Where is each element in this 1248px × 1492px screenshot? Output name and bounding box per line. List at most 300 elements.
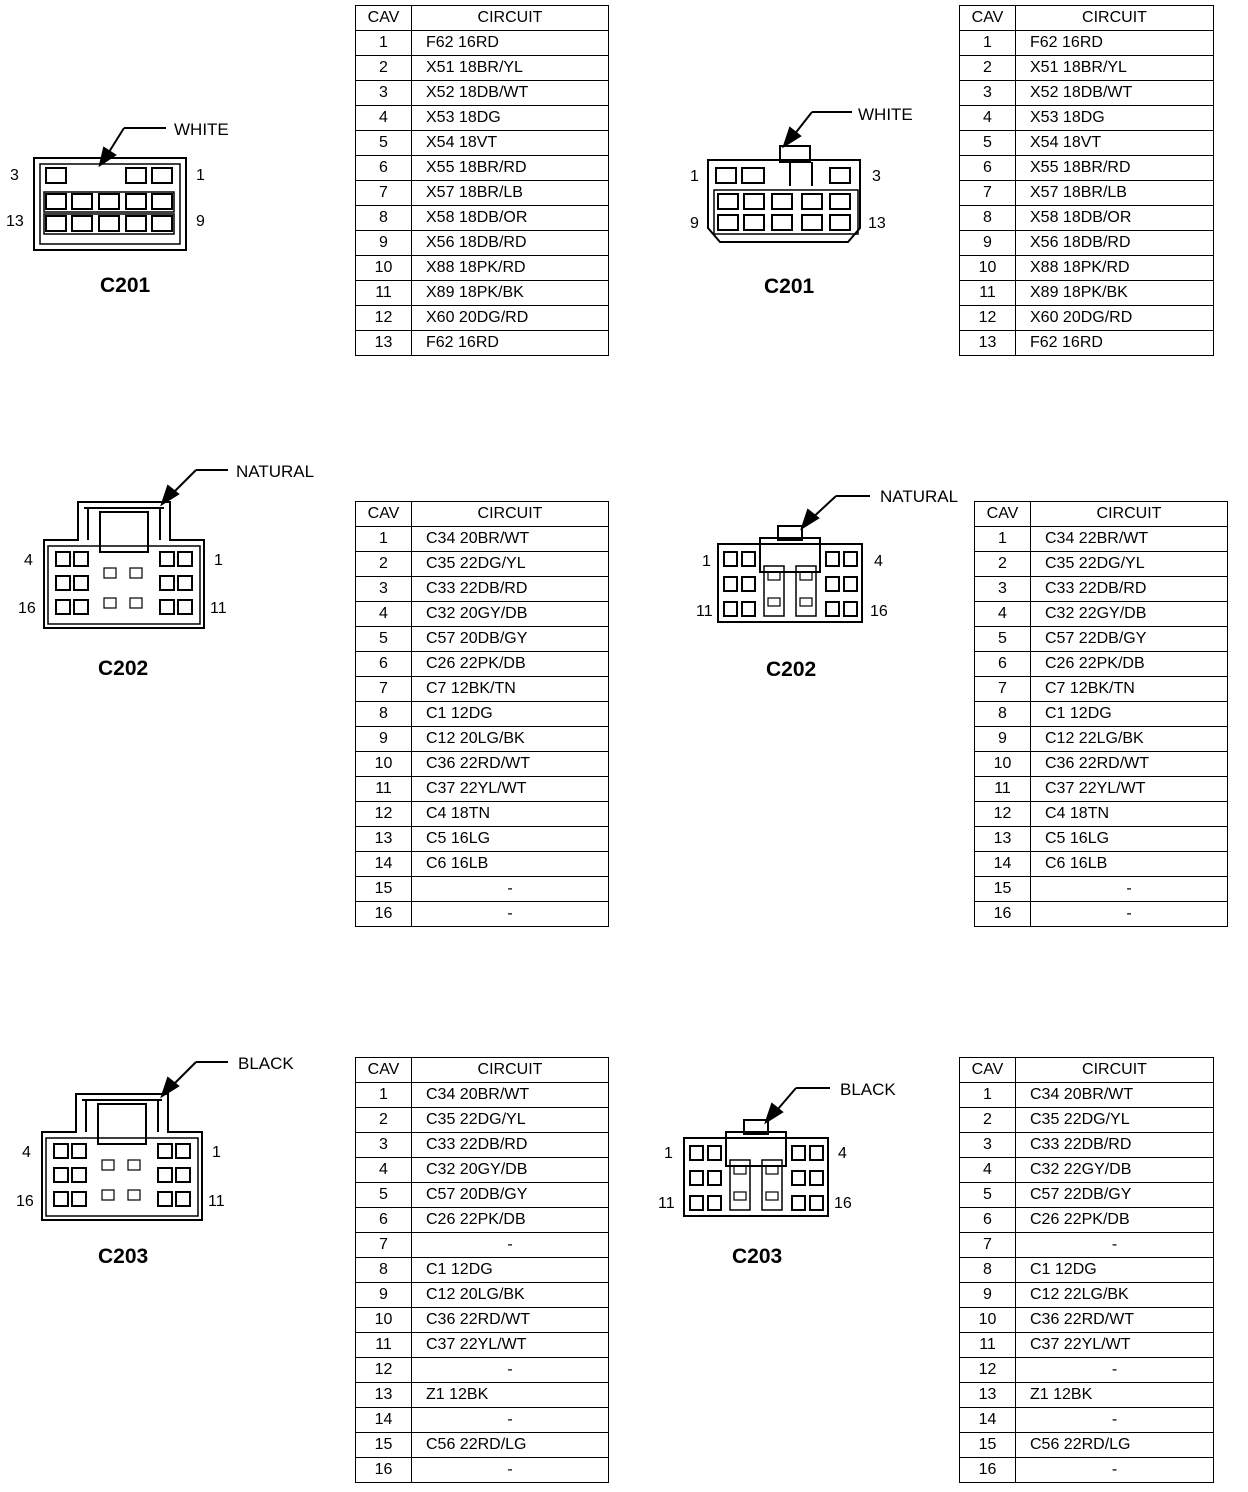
pin-table-c203-right	[959, 1057, 1214, 1483]
circuit-cell: -	[412, 1408, 609, 1433]
connector-name: C203	[98, 1245, 149, 1268]
circuit-cell: C36 22RD/WT	[1016, 1308, 1214, 1333]
circuit-header: CIRCUIT	[412, 1058, 609, 1083]
cav-cell: 8	[975, 702, 1031, 727]
connector-name: C202	[98, 657, 149, 680]
circuit-cell: X51 18BR/YL	[412, 56, 609, 81]
table-row	[356, 627, 609, 652]
connector-name: C201	[764, 275, 815, 298]
cav-cell: 11	[960, 1333, 1016, 1358]
table-row	[960, 1233, 1214, 1258]
cav-cell: 11	[975, 777, 1031, 802]
circuit-cell: C32 20GY/DB	[412, 602, 609, 627]
cav-cell: 3	[960, 1133, 1016, 1158]
connector-name: C203	[732, 1245, 783, 1268]
circuit-cell: C37 22YL/WT	[412, 777, 609, 802]
circuit-cell: X88 18PK/RD	[1016, 256, 1214, 281]
circuit-cell: C32 22GY/DB	[1031, 602, 1228, 627]
circuit-cell: Z1 12BK	[1016, 1383, 1214, 1408]
table-row	[356, 1258, 609, 1283]
table-row	[975, 702, 1228, 727]
cav-cell: 16	[960, 1458, 1016, 1483]
cav-cell: 6	[356, 1208, 412, 1233]
circuit-cell: C32 20GY/DB	[412, 1158, 609, 1183]
circuit-cell: X54 18VT	[412, 131, 609, 156]
circuit-cell: C1 12DG	[1031, 702, 1228, 727]
table-row	[356, 1283, 609, 1308]
circuit-cell: C37 22YL/WT	[1016, 1333, 1214, 1358]
circuit-cell: -	[1016, 1358, 1214, 1383]
table-row	[356, 206, 609, 231]
circuit-cell: C36 22RD/WT	[412, 1308, 609, 1333]
circuit-cell: X88 18PK/RD	[412, 256, 609, 281]
cav-cell: 2	[356, 56, 412, 81]
circuit-cell: C4 18TN	[412, 802, 609, 827]
table-row	[960, 106, 1214, 131]
cav-cell: 4	[356, 602, 412, 627]
cav-cell: 8	[356, 206, 412, 231]
circuit-cell: X60 20DG/RD	[1016, 306, 1214, 331]
cav-cell: 7	[356, 181, 412, 206]
table-row	[975, 652, 1228, 677]
circuit-cell: C5 16LG	[1031, 827, 1228, 852]
circuit-cell: X53 18DG	[1016, 106, 1214, 131]
table-row	[960, 331, 1214, 356]
table-row	[960, 231, 1214, 256]
table-row	[960, 1308, 1214, 1333]
circuit-cell: C12 22LG/BK	[1031, 727, 1228, 752]
cav-cell: 10	[975, 752, 1031, 777]
table-row	[356, 1433, 609, 1458]
table-row	[975, 677, 1228, 702]
table-row	[960, 1383, 1214, 1408]
table-row	[356, 81, 609, 106]
circuit-cell: C35 22DG/YL	[1016, 1108, 1214, 1133]
table-row	[356, 1133, 609, 1158]
circuit-cell: X51 18BR/YL	[1016, 56, 1214, 81]
cav-cell: 10	[960, 1308, 1016, 1333]
table-header-row	[960, 6, 1214, 31]
pin-label: 16	[834, 1195, 852, 1212]
cav-cell: 3	[960, 81, 1016, 106]
color-label: NATURAL	[880, 487, 959, 506]
connector-name: C202	[766, 658, 817, 681]
table-row	[975, 827, 1228, 852]
circuit-cell: C35 22DG/YL	[412, 552, 609, 577]
cav-cell: 13	[975, 827, 1031, 852]
cav-cell: 2	[960, 1108, 1016, 1133]
circuit-header: CIRCUIT	[412, 6, 609, 31]
cav-cell: 1	[975, 527, 1031, 552]
cav-cell: 13	[356, 331, 412, 356]
color-label: WHITE	[174, 120, 229, 139]
cav-cell: 12	[356, 306, 412, 331]
connector-label-group-c202-right	[696, 487, 958, 681]
table-row	[960, 1283, 1214, 1308]
table-row	[356, 1458, 609, 1483]
table-row	[356, 652, 609, 677]
table-row	[960, 1158, 1214, 1183]
cav-cell: 6	[356, 156, 412, 181]
circuit-cell: X57 18BR/LB	[1016, 181, 1214, 206]
table-row	[356, 306, 609, 331]
circuit-cell: X52 18DB/WT	[1016, 81, 1214, 106]
table-row	[960, 206, 1214, 231]
pin-table-c203-left	[355, 1057, 609, 1483]
table-row	[356, 281, 609, 306]
cav-cell: 13	[960, 1383, 1016, 1408]
pin-label: 11	[208, 1193, 225, 1210]
cav-cell: 2	[960, 56, 1016, 81]
cav-cell: 3	[975, 577, 1031, 602]
circuit-cell: -	[412, 1233, 609, 1258]
circuit-cell: -	[1016, 1408, 1214, 1433]
table-row	[975, 752, 1228, 777]
cav-cell: 10	[356, 1308, 412, 1333]
circuit-header: CIRCUIT	[1016, 6, 1214, 31]
circuit-cell: X53 18DG	[412, 106, 609, 131]
circuit-cell: C12 20LG/BK	[412, 727, 609, 752]
color-label: BLACK	[238, 1054, 294, 1073]
circuit-cell: C32 22GY/DB	[1016, 1158, 1214, 1183]
table-row	[960, 1358, 1214, 1383]
table-row	[975, 877, 1228, 902]
cav-cell: 10	[356, 256, 412, 281]
table-header-row	[960, 1058, 1214, 1083]
pin-table-c202-right	[974, 501, 1228, 927]
table-row	[356, 231, 609, 256]
circuit-cell: C35 22DG/YL	[412, 1108, 609, 1133]
circuit-cell: C57 22DB/GY	[1016, 1183, 1214, 1208]
circuit-cell: C26 22PK/DB	[1016, 1208, 1214, 1233]
table-row	[356, 827, 609, 852]
table-row	[960, 1333, 1214, 1358]
cav-cell: 15	[975, 877, 1031, 902]
color-label: NATURAL	[236, 462, 315, 481]
table-row	[356, 602, 609, 627]
table-row	[356, 1333, 609, 1358]
connector-label-group-c203-left	[16, 1054, 294, 1268]
pin-label: 3	[10, 167, 19, 184]
cav-cell: 3	[356, 577, 412, 602]
circuit-cell: C34 20BR/WT	[1016, 1083, 1214, 1108]
circuit-cell: C57 20DB/GY	[412, 1183, 609, 1208]
cav-cell: 10	[960, 256, 1016, 281]
cav-cell: 5	[960, 131, 1016, 156]
circuit-cell: C33 22DB/RD	[1016, 1133, 1214, 1158]
circuit-cell: -	[412, 902, 609, 927]
table-row	[356, 1408, 609, 1433]
cav-cell: 6	[960, 156, 1016, 181]
circuit-cell: C7 12BK/TN	[1031, 677, 1228, 702]
table-row	[975, 527, 1228, 552]
table-row	[356, 752, 609, 777]
circuit-cell: Z1 12BK	[412, 1383, 609, 1408]
circuit-cell: -	[1016, 1458, 1214, 1483]
pin-label: 4	[838, 1145, 847, 1162]
table-header-row	[356, 1058, 609, 1083]
table-row	[960, 1208, 1214, 1233]
table-row	[356, 777, 609, 802]
table-row	[356, 527, 609, 552]
circuit-cell: C37 22YL/WT	[412, 1333, 609, 1358]
table-row	[960, 181, 1214, 206]
table-row	[356, 1158, 609, 1183]
cav-cell: 8	[960, 206, 1016, 231]
circuit-cell: C1 12DG	[412, 1258, 609, 1283]
circuit-cell: -	[412, 877, 609, 902]
table-row	[960, 1433, 1214, 1458]
circuit-cell: C57 20DB/GY	[412, 627, 609, 652]
table-row	[960, 131, 1214, 156]
cav-cell: 5	[356, 1183, 412, 1208]
circuit-cell: C5 16LG	[412, 827, 609, 852]
pin-label: 9	[690, 215, 699, 232]
circuit-cell: F62 16RD	[1016, 31, 1214, 56]
circuit-cell: C12 20LG/BK	[412, 1283, 609, 1308]
cav-header: CAV	[356, 502, 412, 527]
circuit-cell: -	[412, 1458, 609, 1483]
pin-label: 16	[870, 603, 888, 620]
table-row	[975, 802, 1228, 827]
table-header-row	[356, 502, 609, 527]
circuit-cell: X89 18PK/BK	[412, 281, 609, 306]
cav-cell: 1	[356, 31, 412, 56]
circuit-cell: C26 22PK/DB	[1031, 652, 1228, 677]
cav-cell: 3	[356, 1133, 412, 1158]
cav-cell: 16	[356, 1458, 412, 1483]
cav-cell: 9	[356, 727, 412, 752]
pin-label: 1	[196, 167, 205, 184]
connector-drawing-c202-left	[44, 470, 228, 628]
cav-cell: 12	[356, 802, 412, 827]
circuit-cell: -	[1031, 902, 1228, 927]
table-row	[960, 1408, 1214, 1433]
circuit-cell: X58 18DB/OR	[1016, 206, 1214, 231]
table-row	[975, 602, 1228, 627]
table-row	[960, 56, 1214, 81]
circuit-header: CIRCUIT	[412, 502, 609, 527]
pin-label: 16	[16, 1193, 34, 1210]
connector-drawing-c203-right	[684, 1088, 830, 1216]
cav-cell: 7	[975, 677, 1031, 702]
circuit-cell: X56 18DB/RD	[1016, 231, 1214, 256]
table-row	[960, 1458, 1214, 1483]
cav-cell: 11	[356, 281, 412, 306]
table-row	[356, 1358, 609, 1383]
cav-cell: 7	[356, 1233, 412, 1258]
cav-cell: 14	[356, 852, 412, 877]
pin-label: 11	[210, 600, 227, 617]
pin-table-c201-left	[355, 5, 609, 356]
cav-header: CAV	[960, 1058, 1016, 1083]
table-row	[356, 56, 609, 81]
cav-cell: 15	[960, 1433, 1016, 1458]
pin-label: 11	[658, 1195, 675, 1212]
table-row	[356, 802, 609, 827]
circuit-cell: C36 22RD/WT	[1031, 752, 1228, 777]
cav-cell: 5	[356, 131, 412, 156]
cav-cell: 10	[356, 752, 412, 777]
circuit-cell: C34 20BR/WT	[412, 1083, 609, 1108]
cav-cell: 5	[356, 627, 412, 652]
color-label: WHITE	[858, 105, 913, 124]
table-row	[960, 256, 1214, 281]
circuit-cell: X58 18DB/OR	[412, 206, 609, 231]
table-row	[975, 777, 1228, 802]
table-row	[960, 1183, 1214, 1208]
table-row	[356, 877, 609, 902]
pin-label: 4	[24, 552, 33, 569]
cav-header: CAV	[356, 1058, 412, 1083]
cav-cell: 2	[356, 552, 412, 577]
cav-cell: 5	[960, 1183, 1016, 1208]
cav-header: CAV	[975, 502, 1031, 527]
circuit-cell: C33 22DB/RD	[1031, 577, 1228, 602]
table-row	[975, 552, 1228, 577]
cav-cell: 9	[975, 727, 1031, 752]
table-row	[356, 727, 609, 752]
cav-cell: 1	[960, 1083, 1016, 1108]
table-row	[960, 1108, 1214, 1133]
cav-cell: 12	[356, 1358, 412, 1383]
circuit-cell: X55 18BR/RD	[1016, 156, 1214, 181]
circuit-cell: X54 18VT	[1016, 131, 1214, 156]
cav-cell: 6	[356, 652, 412, 677]
cav-header: CAV	[960, 6, 1016, 31]
table-header-row	[356, 6, 609, 31]
cav-cell: 6	[960, 1208, 1016, 1233]
circuit-cell: X56 18DB/RD	[412, 231, 609, 256]
cav-cell: 4	[960, 106, 1016, 131]
circuit-cell: C35 22DG/YL	[1031, 552, 1228, 577]
circuit-cell: C57 22DB/GY	[1031, 627, 1228, 652]
circuit-cell: X57 18BR/LB	[412, 181, 609, 206]
color-label: BLACK	[840, 1080, 896, 1099]
circuit-cell: F62 16RD	[412, 31, 609, 56]
circuit-cell: X52 18DB/WT	[412, 81, 609, 106]
cav-cell: 4	[960, 1158, 1016, 1183]
connector-drawing-c201-left	[34, 128, 186, 250]
cav-cell: 8	[356, 702, 412, 727]
circuit-cell: C34 22BR/WT	[1031, 527, 1228, 552]
cav-cell: 9	[960, 1283, 1016, 1308]
cav-cell: 12	[960, 1358, 1016, 1383]
cav-cell: 8	[960, 1258, 1016, 1283]
cav-cell: 4	[356, 1158, 412, 1183]
circuit-cell: C6 16LB	[1031, 852, 1228, 877]
table-row	[356, 852, 609, 877]
table-row	[356, 1108, 609, 1133]
table-header-row	[975, 502, 1228, 527]
table-row	[356, 331, 609, 356]
table-row	[356, 156, 609, 181]
table-row	[356, 902, 609, 927]
circuit-cell: F62 16RD	[1016, 331, 1214, 356]
table-row	[356, 1383, 609, 1408]
pin-label: 3	[872, 168, 881, 185]
cav-cell: 4	[975, 602, 1031, 627]
table-row	[356, 181, 609, 206]
circuit-cell: C56 22RD/LG	[1016, 1433, 1214, 1458]
cav-cell: 14	[960, 1408, 1016, 1433]
pin-label: 13	[868, 215, 886, 232]
circuit-cell: C12 22LG/BK	[1016, 1283, 1214, 1308]
pin-label: 4	[874, 553, 883, 570]
circuit-cell: C26 22PK/DB	[412, 1208, 609, 1233]
circuit-cell: C33 22DB/RD	[412, 577, 609, 602]
table-row	[960, 281, 1214, 306]
cav-cell: 7	[356, 677, 412, 702]
table-row	[356, 577, 609, 602]
cav-cell: 15	[356, 1433, 412, 1458]
connector-name: C201	[100, 274, 151, 297]
connector-drawing-c202-right	[718, 496, 870, 622]
table-row	[356, 1208, 609, 1233]
pin-label: 4	[22, 1144, 31, 1161]
circuit-cell: C1 12DG	[1016, 1258, 1214, 1283]
circuit-cell: X60 20DG/RD	[412, 306, 609, 331]
circuit-cell: C56 22RD/LG	[412, 1433, 609, 1458]
cav-cell: 16	[975, 902, 1031, 927]
table-row	[960, 1133, 1214, 1158]
cav-cell: 13	[960, 331, 1016, 356]
cav-cell: 9	[960, 231, 1016, 256]
circuit-cell: C1 12DG	[412, 702, 609, 727]
table-row	[356, 31, 609, 56]
cav-cell: 11	[356, 777, 412, 802]
circuit-cell: X89 18PK/BK	[1016, 281, 1214, 306]
circuit-cell: C37 22YL/WT	[1031, 777, 1228, 802]
cav-cell: 11	[960, 281, 1016, 306]
cav-cell: 14	[975, 852, 1031, 877]
cav-cell: 14	[356, 1408, 412, 1433]
circuit-cell: -	[412, 1358, 609, 1383]
table-row	[960, 31, 1214, 56]
cav-cell: 13	[356, 827, 412, 852]
cav-cell: 12	[975, 802, 1031, 827]
circuit-cell: -	[1016, 1233, 1214, 1258]
cav-cell: 3	[356, 81, 412, 106]
pin-table-c201-right	[959, 5, 1214, 356]
table-row	[356, 552, 609, 577]
table-row	[960, 81, 1214, 106]
cav-cell: 5	[975, 627, 1031, 652]
table-row	[960, 1083, 1214, 1108]
circuit-cell: C33 22DB/RD	[412, 1133, 609, 1158]
cav-cell: 8	[356, 1258, 412, 1283]
table-row	[975, 577, 1228, 602]
cav-cell: 2	[975, 552, 1031, 577]
cav-cell: 6	[975, 652, 1031, 677]
pin-label: 1	[212, 1144, 221, 1161]
cav-cell: 11	[356, 1333, 412, 1358]
table-row	[356, 131, 609, 156]
pin-label: 13	[6, 213, 24, 230]
circuit-cell: C7 12BK/TN	[412, 677, 609, 702]
circuit-header: CIRCUIT	[1016, 1058, 1214, 1083]
table-row	[960, 306, 1214, 331]
pin-label: 1	[702, 553, 711, 570]
cav-cell: 9	[356, 231, 412, 256]
connector-drawing-c201-right	[708, 112, 860, 242]
cav-cell: 4	[356, 106, 412, 131]
circuit-cell: C36 22RD/WT	[412, 752, 609, 777]
circuit-cell: X55 18BR/RD	[412, 156, 609, 181]
pin-label: 11	[696, 603, 713, 620]
table-row	[960, 1258, 1214, 1283]
pin-label: 9	[196, 213, 205, 230]
